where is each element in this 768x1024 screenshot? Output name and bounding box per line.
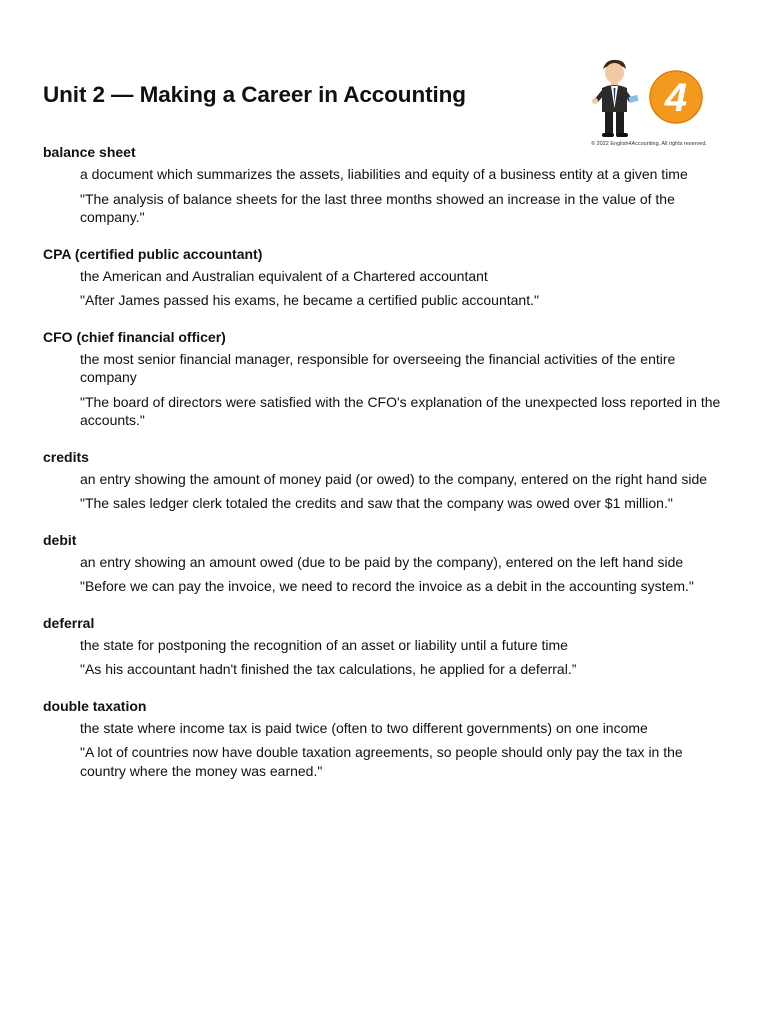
glossary-definition: the state for postponing the recognition of an asset or liability until a future time — [80, 636, 568, 653]
glossary-example: "The sales ledger clerk totaled the credits and saw that the company was owed over $1 million." — [80, 495, 673, 511]
glossary-list — [43, 143, 733, 798]
glossary-entry — [43, 614, 733, 679]
glossary-example: "After James passed his exams, he became a certified public accountant." — [80, 292, 539, 308]
glossary-term: double taxation — [43, 697, 147, 714]
glossary-entry — [43, 531, 733, 596]
page-title: Unit 2 — Making a Career in Accounting — [43, 82, 466, 107]
glossary-definition: the state where income tax is paid twice (often to two different governments) on one income — [80, 719, 648, 736]
copyright-notice: © 2022 English4Accounting. All rights reserved. — [591, 141, 707, 147]
glossary-entry — [43, 245, 733, 310]
glossary-example: "As his accountant hadn't finished the tax calculations, he applied for a deferral.” — [80, 661, 577, 677]
businessman-illustration — [588, 56, 728, 140]
glossary-term: debit — [43, 531, 77, 548]
glossary-example: "Before we can pay the invoice, we need to record the invoice as a debit in the accounting system." — [80, 578, 694, 594]
glossary-definition: an entry showing an amount owed (due to be paid by the company), entered on the left hand side — [80, 553, 684, 570]
glossary-definition: an entry showing the amount of money paid (or owed) to the company, entered on the right hand side — [80, 470, 708, 487]
glossary-term: CFO (chief financial officer) — [43, 328, 226, 345]
glossary-term: credits — [43, 448, 89, 465]
glossary-term: balance sheet — [43, 144, 136, 160]
glossary-definition: a document which summarizes the assets, liabilities and equity of a business entity at a given time — [80, 166, 688, 182]
english4accounting-logo — [588, 56, 728, 148]
glossary-example: "The analysis of balance sheets for the last three months showed an increase in the value of the company." — [80, 190, 675, 225]
glossary-entry — [43, 448, 733, 513]
glossary-example: "A lot of countries now have double taxation agreements, so people should only pay the tax in the country where the money was earned." — [80, 744, 683, 779]
glossary-entry — [43, 697, 733, 781]
glossary-term: deferral — [43, 614, 95, 631]
glossary-term: CPA (certified public accountant) — [43, 245, 263, 262]
glossary-definition: the American and Australian equivalent of a Chartered accountant — [80, 267, 488, 284]
glossary-entry — [43, 328, 733, 430]
glossary-example: "The board of directors were satisfied with the CFO's explanation of the unexpected loss reported in the accounts." — [80, 393, 721, 428]
glossary-definition: the most senior financial manager, responsible for overseeing the financial activities of the entire company — [80, 350, 676, 385]
glossary-entry — [43, 143, 733, 227]
logo-numeral: 4 — [664, 76, 688, 120]
